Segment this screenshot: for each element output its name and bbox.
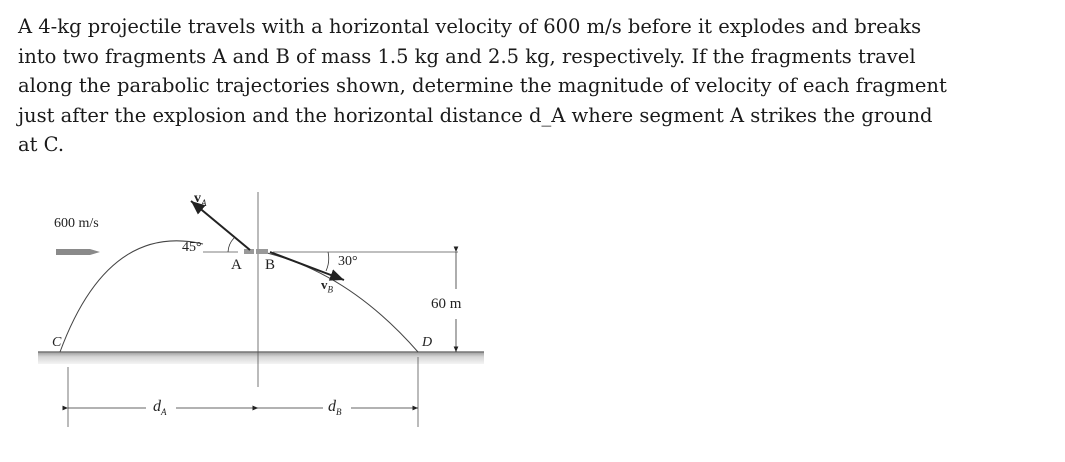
angle-A-label: 45°	[182, 240, 202, 255]
initial-speed-label: 600 m/s	[54, 216, 99, 231]
angle-arc-B	[326, 252, 329, 271]
dB-label: $d_B$	[328, 398, 342, 418]
problem-line-3: along the parabolic trajectories shown, determine the magnitude of velocity of each fragment	[18, 74, 947, 97]
problem-line-5: at C.	[18, 133, 65, 156]
ground-surface	[38, 352, 484, 364]
incoming-trajectory	[60, 241, 203, 352]
vA-label: $v_A$	[194, 191, 207, 208]
fragment-B-label: B	[265, 257, 276, 273]
problem-statement	[18, 12, 1018, 160]
angle-B-label: 30°	[338, 254, 358, 269]
fragment-B-shape	[256, 249, 268, 254]
problem-line-2: into two fragments A and B of mass 1.5 kg and 2.5 kg, respectively. If the fragments travel	[18, 44, 916, 68]
problem-line-4: just after the explosion and the horizontal distance d_A where segment A strikes the ground	[18, 103, 933, 127]
projectile-figure	[38, 172, 508, 442]
angle-arc-A	[228, 238, 234, 252]
vB-arrow	[270, 252, 344, 280]
dA-label: $d_A$	[153, 398, 167, 418]
point-C-label: C	[52, 335, 62, 350]
fragment-A-label: A	[231, 257, 242, 273]
height-label: 60 m	[431, 296, 462, 312]
point-D-label: D	[422, 335, 433, 350]
problem-line-1: A 4-kg projectile travels with a horizontal velocity of 600 m/s before it explodes and breaks	[18, 15, 922, 38]
initial-velocity-arrow	[56, 249, 100, 255]
vB-label: $v_B$	[321, 277, 333, 295]
